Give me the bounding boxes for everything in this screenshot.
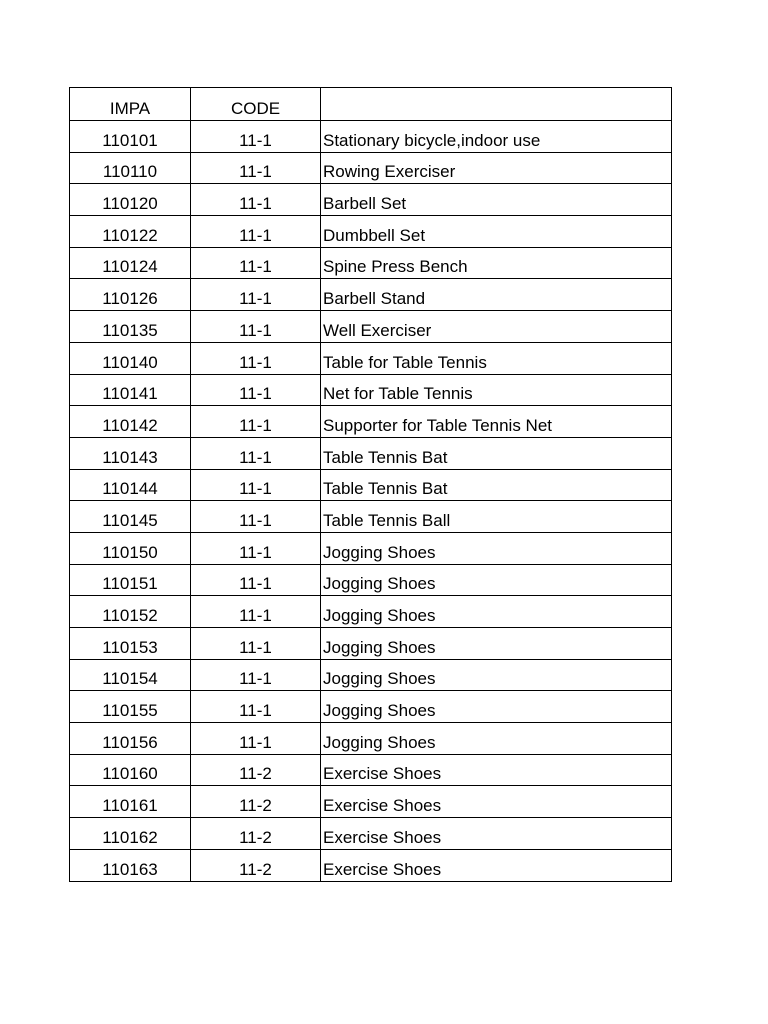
table-row bbox=[70, 247, 672, 279]
cell-impa: 110154 bbox=[70, 659, 191, 691]
table-body bbox=[70, 88, 672, 882]
cell-impa: 110162 bbox=[70, 818, 191, 850]
cell-code: 11-1 bbox=[191, 152, 321, 184]
cell-impa: 110101 bbox=[70, 121, 191, 153]
cell-code: 11-1 bbox=[191, 216, 321, 248]
cell-impa: 110110 bbox=[70, 152, 191, 184]
cell-impa: 110140 bbox=[70, 342, 191, 374]
cell-impa: 110124 bbox=[70, 247, 191, 279]
cell-code: 11-2 bbox=[191, 786, 321, 818]
table-row bbox=[70, 406, 672, 438]
cell-code: 11-1 bbox=[191, 184, 321, 216]
cell-description: Exercise Shoes bbox=[321, 849, 672, 881]
cell-description: Jogging Shoes bbox=[321, 659, 672, 691]
cell-code: 11-1 bbox=[191, 121, 321, 153]
cell-impa: 110153 bbox=[70, 628, 191, 660]
cell-impa: 110155 bbox=[70, 691, 191, 723]
cell-description: Barbell Set bbox=[321, 184, 672, 216]
cell-description: Table Tennis Bat bbox=[321, 469, 672, 501]
cell-impa: 110156 bbox=[70, 723, 191, 755]
cell-description: Net for Table Tennis bbox=[321, 374, 672, 406]
cell-description: Jogging Shoes bbox=[321, 532, 672, 564]
table-row bbox=[70, 152, 672, 184]
cell-description: Exercise Shoes bbox=[321, 786, 672, 818]
table-row bbox=[70, 532, 672, 564]
table-row bbox=[70, 754, 672, 786]
cell-description: Jogging Shoes bbox=[321, 723, 672, 755]
cell-impa: 110161 bbox=[70, 786, 191, 818]
table-row bbox=[70, 469, 672, 501]
table-row bbox=[70, 311, 672, 343]
table-row bbox=[70, 342, 672, 374]
cell-code: 11-1 bbox=[191, 532, 321, 564]
cell-code: 11-1 bbox=[191, 691, 321, 723]
cell-impa: 110163 bbox=[70, 849, 191, 881]
cell-code: 11-1 bbox=[191, 311, 321, 343]
items-table bbox=[69, 87, 672, 882]
header-description bbox=[321, 88, 672, 121]
cell-code: 11-2 bbox=[191, 818, 321, 850]
cell-code: 11-1 bbox=[191, 596, 321, 628]
cell-description: Stationary bicycle,indoor use bbox=[321, 121, 672, 153]
cell-code: 11-1 bbox=[191, 374, 321, 406]
cell-description: Exercise Shoes bbox=[321, 754, 672, 786]
cell-code: 11-2 bbox=[191, 754, 321, 786]
table-row bbox=[70, 121, 672, 153]
cell-code: 11-1 bbox=[191, 279, 321, 311]
cell-code: 11-1 bbox=[191, 501, 321, 533]
cell-description: Jogging Shoes bbox=[321, 628, 672, 660]
table-row bbox=[70, 628, 672, 660]
cell-description: Barbell Stand bbox=[321, 279, 672, 311]
cell-code: 11-1 bbox=[191, 723, 321, 755]
table-row bbox=[70, 818, 672, 850]
cell-description: Dumbbell Set bbox=[321, 216, 672, 248]
cell-impa: 110145 bbox=[70, 501, 191, 533]
cell-impa: 110122 bbox=[70, 216, 191, 248]
cell-description: Well Exerciser bbox=[321, 311, 672, 343]
cell-code: 11-1 bbox=[191, 437, 321, 469]
table-row bbox=[70, 437, 672, 469]
header-row bbox=[70, 88, 672, 121]
cell-description: Supporter for Table Tennis Net bbox=[321, 406, 672, 438]
cell-impa: 110144 bbox=[70, 469, 191, 501]
table-row bbox=[70, 501, 672, 533]
table-row bbox=[70, 786, 672, 818]
table-row bbox=[70, 723, 672, 755]
cell-code: 11-1 bbox=[191, 247, 321, 279]
cell-description: Table Tennis Ball bbox=[321, 501, 672, 533]
cell-impa: 110152 bbox=[70, 596, 191, 628]
table-row bbox=[70, 279, 672, 311]
cell-description: Table for Table Tennis bbox=[321, 342, 672, 374]
cell-impa: 110150 bbox=[70, 532, 191, 564]
table-row bbox=[70, 691, 672, 723]
table-row bbox=[70, 184, 672, 216]
cell-code: 11-1 bbox=[191, 342, 321, 374]
header-code: CODE bbox=[191, 88, 321, 121]
table-row bbox=[70, 596, 672, 628]
cell-description: Jogging Shoes bbox=[321, 596, 672, 628]
cell-impa: 110142 bbox=[70, 406, 191, 438]
cell-description: Table Tennis Bat bbox=[321, 437, 672, 469]
cell-description: Exercise Shoes bbox=[321, 818, 672, 850]
table-row bbox=[70, 216, 672, 248]
cell-impa: 110135 bbox=[70, 311, 191, 343]
table-row bbox=[70, 564, 672, 596]
cell-description: Spine Press Bench bbox=[321, 247, 672, 279]
cell-impa: 110120 bbox=[70, 184, 191, 216]
cell-impa: 110160 bbox=[70, 754, 191, 786]
cell-impa: 110143 bbox=[70, 437, 191, 469]
cell-impa: 110126 bbox=[70, 279, 191, 311]
cell-description: Jogging Shoes bbox=[321, 564, 672, 596]
cell-code: 11-1 bbox=[191, 659, 321, 691]
cell-description: Rowing Exerciser bbox=[321, 152, 672, 184]
table-row bbox=[70, 659, 672, 691]
cell-code: 11-1 bbox=[191, 406, 321, 438]
cell-code: 11-2 bbox=[191, 849, 321, 881]
cell-description: Jogging Shoes bbox=[321, 691, 672, 723]
table-row bbox=[70, 374, 672, 406]
cell-impa: 110141 bbox=[70, 374, 191, 406]
header-impa: IMPA bbox=[70, 88, 191, 121]
cell-code: 11-1 bbox=[191, 469, 321, 501]
cell-code: 11-1 bbox=[191, 628, 321, 660]
cell-code: 11-1 bbox=[191, 564, 321, 596]
cell-impa: 110151 bbox=[70, 564, 191, 596]
table-row bbox=[70, 849, 672, 881]
